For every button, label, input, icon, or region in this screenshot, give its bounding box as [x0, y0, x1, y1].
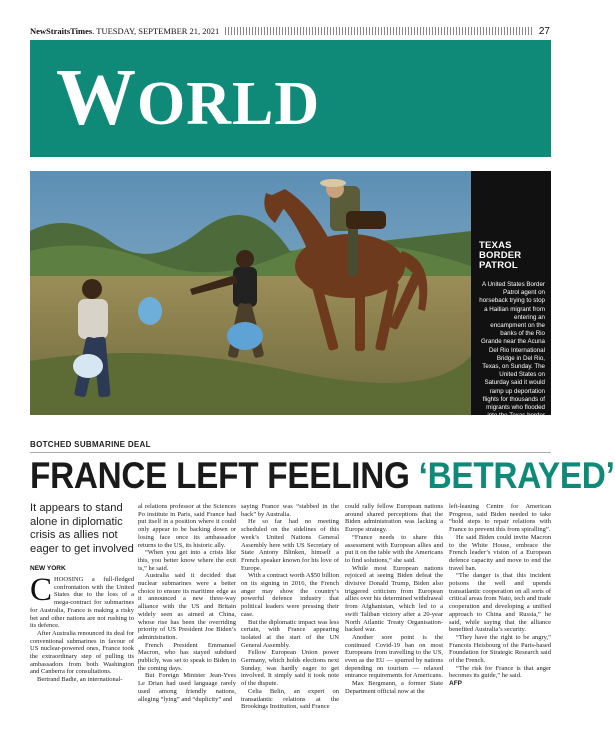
article-dateline: NEW YORK [30, 565, 66, 572]
issue-date: . TUESDAY, SEPTEMBER 21, 2021 [92, 26, 220, 36]
masthead-bar [30, 24, 550, 38]
article-standfirst: It appears to stand alone in diplomatic crisis as allies not eager to get involved [30, 502, 134, 555]
news-photo [30, 171, 471, 415]
article-column-4: could rally fellow European nations around shared perceptions that the Biden administration was lacking a Europe strategy. “France needs to share this assessment with European allies and put it on the table with the Americans to find solutions,” she said. While most European nations rejoiced at seeing Biden defeat the divisive Donald Trump, Biden also triggered criticism from European allies over his determined withdrawal from Afghanistan, which led to a swift Taliban victory after a 20-year North Atlantic Treaty Organisation-backed war. Another sore point is the continued Covid-19 ban on most Europeans from travelling to the US, even as the EU — spurred by nations depending on tourism — relaxed entrance requirements for Americans. Max Bergmann, a former State Department official now at the [345, 503, 443, 695]
masthead-rule [225, 27, 533, 35]
article-column-3: saying France was “stabbed in the back” by Australia. He so far had no meeting scheduled on the sidelines of this week’s United Nations General Assembly here with US Secretary of State Antony Blinken, himself a French speaker known for his love of Europe. With a contract worth A$50 billion on its signing in 2016, the French anger may show the country’s powerful defence industry that political leaders were pressing their case. But the diplomatic impact was less certain, with France appearing isolated at the start of the UN General Assembly. Fellow European Union power Germany, which holds elections next Sunday, was hardly eager to get involved. It simply said it took note of the dispute. Celia Belin, an expert on transatlantic relations at the Brookings Institution, said France [241, 503, 339, 711]
page-number: 27 [538, 25, 550, 37]
section-title: WORLD [56, 54, 321, 142]
section-banner [30, 40, 551, 157]
kicker-rule [30, 452, 551, 453]
article-column-1: CHOOSING a full-fledged confrontation with the United States due to the loss of a mega-contract for submarines for Australia, France is making a risky bet and other nations are not rushing to its defence. After Australia renounced its deal for conventional submarines in favour of US nuclear-powered ones, France took the extraordinary step of pulling its ambassadors from both Washington and Canberra for consultations. Bertrand Badie, an international- [30, 572, 134, 684]
photo-illustration [30, 171, 471, 415]
caption-text: A United States Border Patrol agent on horseback trying to stop a Haitian migrant from entering an encampment on the banks of the Rio Grande near the Acuna Del Rio International Bridge in Del Rio, Texas, on Sunday. The United States on Saturday said it would ramp up deportation flights for thousands of migrants who flooded into the Texas border city of Del Rio. AFP PIC [479, 281, 545, 428]
photo-credit: AFP PIC [520, 420, 545, 428]
photo-caption-panel [471, 171, 551, 428]
article-headline: FRANCE LEFT FEELING ‘BETRAYED’ [30, 455, 615, 496]
paper-name: NewStraitsTimes [30, 26, 93, 36]
caption-heading: TEXAS BORDER PATROL [479, 240, 522, 271]
article-kicker: BOTCHED SUBMARINE DEAL [30, 440, 151, 449]
drop-cap: C [30, 572, 53, 608]
article-signoff: AFP [449, 680, 462, 688]
article-column-2: al relations professor at the Sciences Po institute in Paris, said France had put itself in a position where it could only appear to be backing down or losing face once its ambassador returns to the US, its historic ally. “When you get into a crisis like this, you better know where the exit is,” he said. Australia said it decided that nuclear submarines were a better choice to ensure its maritime edge as it announced a new three-way alliance with the US and Britain widely seen as aimed at China, whose rise has been the overriding priority of US President Joe Biden’s administration. French President Emmanuel Macron, who has stayed subdued publicly, was set to speak to Biden in the coming days. But Foreign Minister Jean-Yves Le Drian had used language rarely used among friendly nations, alleging “lying” and “duplicity” and [138, 503, 236, 703]
masthead [30, 26, 219, 36]
article-column-5: left-leaning Centre for American Progress, said Biden needed to take “bold steps to repair relations with France to prevent this from spiralling”. He said Biden could invite Macron to the White House, embrace the French leader’s vision of a European defence capacity and move to end the travel ban. “The danger is that this incident poisons the well and upends transatlantic cooperation on all sorts of critical areas from Nato, tech and trade cooperation and developing a unified approach to China and Russia,” he said, while saying that the alliance benefited Australia’s security. “They have the right to be angry,” Francois Heisbourg of the Paris-based Foundation for Strategic Research said of the French. “The risk for France is that anger becomes its guide,” he said. AFP [449, 503, 551, 688]
